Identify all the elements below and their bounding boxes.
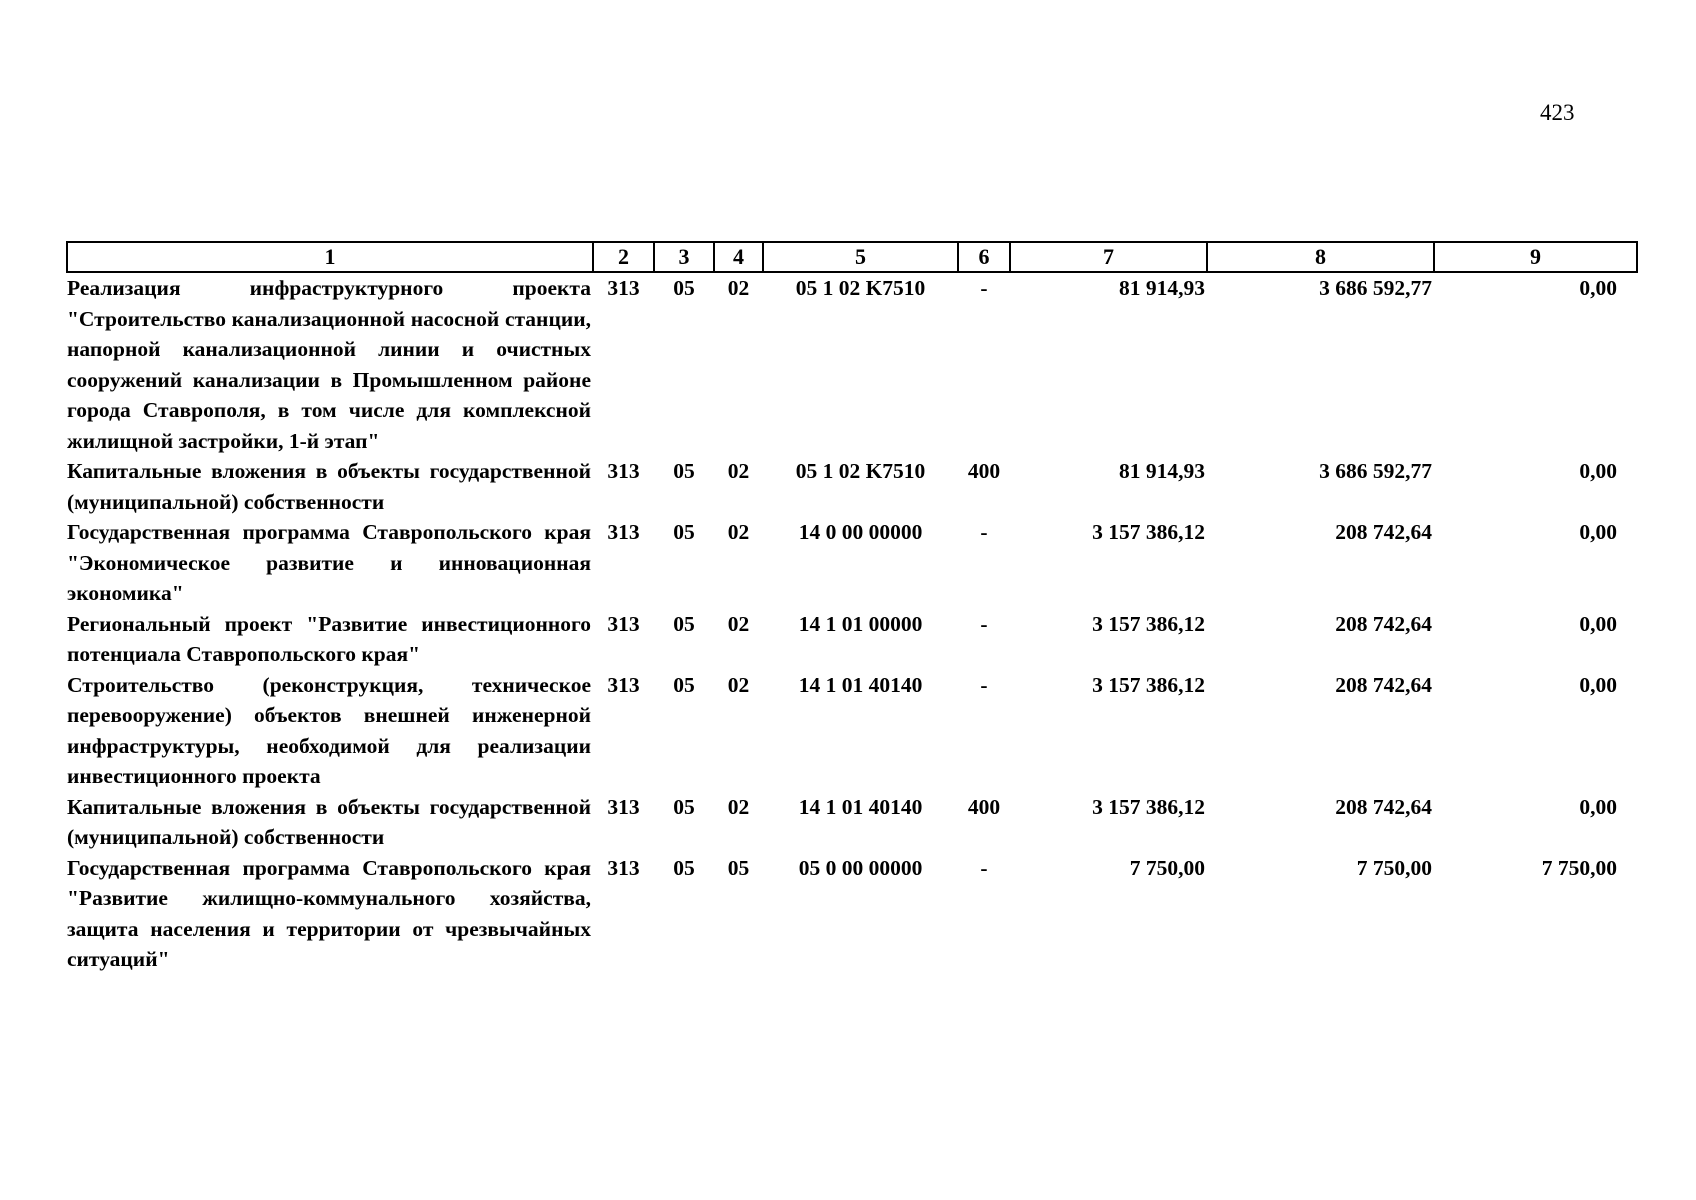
- row-col-9: 7 750,00: [1541, 855, 1617, 880]
- row-col-5: 14 0 00 00000: [798, 520, 923, 544]
- row-col-9: 0,00: [1579, 276, 1617, 300]
- row-col-4: 02: [727, 276, 750, 300]
- row-col-2: 313: [607, 855, 640, 880]
- table-row: [67, 670, 1637, 792]
- page-number: 423: [1540, 100, 1575, 125]
- row-col-4: 02: [727, 520, 750, 544]
- row-col-2: 313: [607, 611, 640, 636]
- row-col-3: 05: [673, 520, 695, 544]
- table-row: [67, 272, 1637, 456]
- row-col-3: 05: [673, 672, 695, 697]
- row-col-2: 313: [607, 520, 640, 544]
- table-header: [67, 242, 1637, 272]
- row-col-2: 313: [607, 276, 640, 300]
- row-name: Государственная программа Ставропольского края "Экономическое развитие и инновационная экономика": [67, 520, 591, 605]
- row-col-5: 05 1 02 K7510: [795, 459, 926, 483]
- row-col-2: 313: [607, 794, 640, 819]
- row-col-6: -: [980, 276, 988, 300]
- row-col-7: 3 157 386,12: [1092, 672, 1205, 697]
- row-col-8: 3 686 592,77: [1319, 276, 1432, 300]
- row-col-6: -: [980, 672, 988, 697]
- row-col-6: -: [980, 611, 988, 636]
- row-name: Капитальные вложения в объекты государственной (муниципальной) собственности: [67, 794, 591, 849]
- row-col-6: -: [980, 520, 988, 544]
- row-col-8: 3 686 592,77: [1319, 459, 1432, 483]
- row-col-2: 313: [607, 459, 640, 483]
- row-col-9: 0,00: [1579, 672, 1617, 697]
- row-col-9: 0,00: [1579, 459, 1617, 483]
- row-col-8: 7 750,00: [1356, 855, 1432, 880]
- row-col-3: 05: [673, 794, 695, 819]
- table-body: [67, 272, 1637, 975]
- row-col-7: 7 750,00: [1129, 855, 1205, 880]
- header-col-5: 5: [763, 242, 958, 272]
- table-row: [67, 456, 1637, 517]
- table-row: [67, 609, 1637, 670]
- row-col-3: 05: [673, 855, 695, 880]
- row-col-5: 14 1 01 40140: [798, 794, 923, 819]
- row-name: Капитальные вложения в объекты государственной (муниципальной) собственности: [67, 459, 591, 514]
- header-row: [67, 242, 1637, 272]
- header-col-6: 6: [958, 242, 1010, 272]
- table-row: [67, 792, 1637, 853]
- row-col-7: 3 157 386,12: [1092, 794, 1205, 819]
- row-col-5: 05 1 02 K7510: [795, 276, 926, 300]
- row-col-3: 05: [673, 611, 695, 636]
- row-col-2: 313: [607, 672, 640, 697]
- row-col-7: 81 914,93: [1119, 276, 1205, 300]
- row-col-6: -: [980, 855, 988, 880]
- header-col-8: 8: [1207, 242, 1434, 272]
- table-row: [67, 853, 1637, 975]
- row-col-9: 0,00: [1579, 520, 1617, 544]
- row-col-8: 208 742,64: [1335, 794, 1432, 819]
- row-col-7: 3 157 386,12: [1092, 520, 1205, 544]
- row-col-4: 02: [727, 459, 750, 483]
- header-col-4: 4: [714, 242, 763, 272]
- row-col-9: 0,00: [1579, 794, 1617, 819]
- row-col-5: 14 1 01 40140: [798, 672, 923, 697]
- row-col-8: 208 742,64: [1335, 520, 1432, 544]
- row-col-4: 02: [727, 672, 750, 697]
- row-col-3: 05: [673, 459, 695, 483]
- row-name: Строительство (реконструкция, техническое перевооружение) объектов внешней инженерной инфраструктуры, необходимой для реализации инвестиционного проекта: [67, 672, 591, 788]
- row-col-5: 14 1 01 00000: [798, 611, 923, 636]
- row-col-9: 0,00: [1579, 611, 1617, 636]
- row-col-8: 208 742,64: [1335, 672, 1432, 697]
- header-col-9: 9: [1434, 242, 1637, 272]
- row-col-6: 400: [967, 794, 1001, 819]
- row-col-7: 3 157 386,12: [1092, 611, 1205, 636]
- row-col-4: 02: [727, 611, 750, 636]
- row-col-3: 05: [673, 276, 695, 300]
- header-col-7: 7: [1010, 242, 1207, 272]
- row-col-6: 400: [967, 459, 1001, 483]
- row-col-8: 208 742,64: [1335, 611, 1432, 636]
- table-row: [67, 517, 1637, 609]
- row-col-4: 05: [727, 855, 750, 880]
- row-col-5: 05 0 00 00000: [798, 855, 923, 880]
- row-name: Региональный проект "Развитие инвестиционного потенциала Ставропольского края": [67, 611, 591, 666]
- row-name: Государственная программа Ставропольского края "Развитие жилищно-коммунального хозяйства, защита населения и территории от чрезвычайных ситуаций": [67, 855, 591, 971]
- header-col-3: 3: [654, 242, 714, 272]
- budget-table: [66, 241, 1638, 975]
- header-col-1: 1: [67, 242, 593, 272]
- row-col-4: 02: [727, 794, 750, 819]
- row-name: Реализация инфраструктурного проекта "Строительство канализационной насосной станции, напорной канализационной линии и очистных сооружений канализации в Промышленном районе города Ставрополя, в том числе для комплексной жилищной застройки, 1-й этап": [67, 276, 591, 453]
- row-col-7: 81 914,93: [1119, 459, 1205, 483]
- header-col-2: 2: [593, 242, 654, 272]
